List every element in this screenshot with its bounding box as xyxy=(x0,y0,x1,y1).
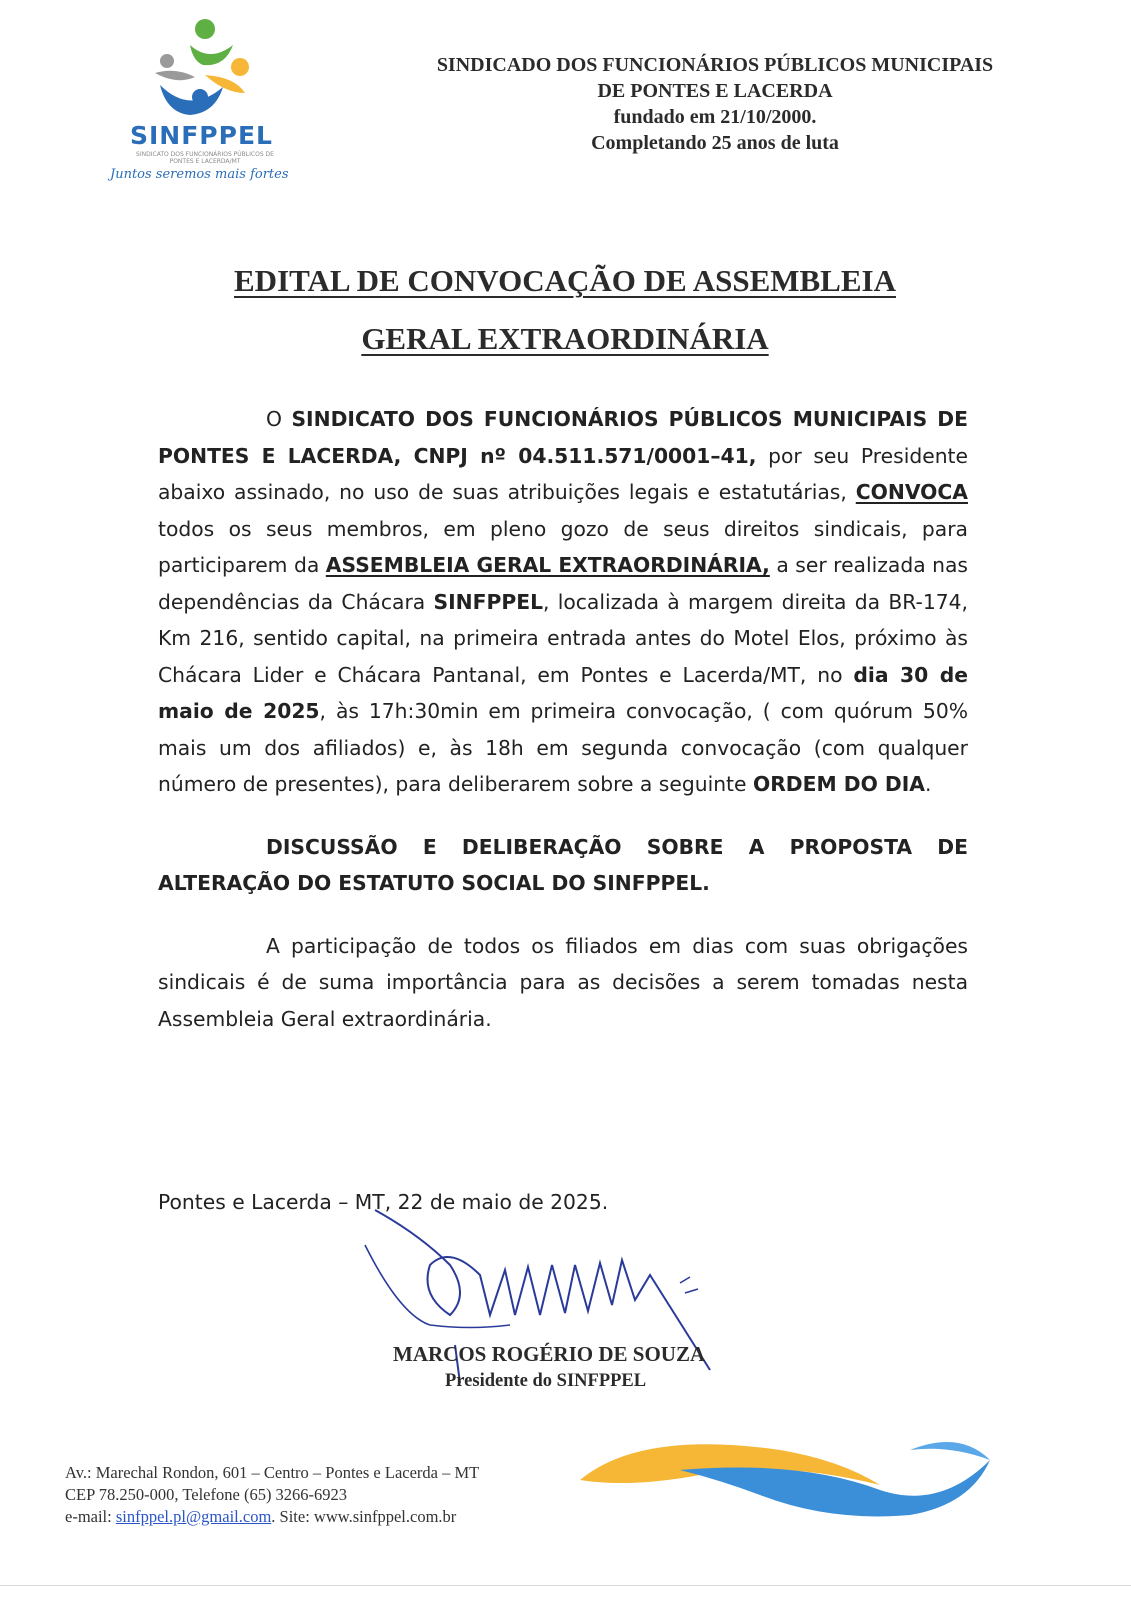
letterhead-line-4: Completando 25 anos de luta xyxy=(591,132,839,154)
signatory-name: MARCOS ROGÉRIO DE SOUZA xyxy=(393,1342,706,1366)
meeting-date: dia 30 de maio de 2025 xyxy=(158,662,968,723)
footer-contact xyxy=(65,1462,479,1528)
text-span: O xyxy=(266,407,292,431)
agenda-item: DISCUSSÃO E DELIBERAÇÃO SOBRE A PROPOSTA DE ALTERAÇÃO DO ESTATUTO SOCIAL DO SINFPPEL. xyxy=(158,834,968,895)
sinfppel-logo xyxy=(105,15,305,190)
signatory-role: Presidente do SINFPPEL xyxy=(445,1371,647,1391)
footer-email-site xyxy=(65,1506,479,1528)
letterhead-line-3: fundado em 21/10/2000. xyxy=(613,106,817,128)
text-span: . xyxy=(924,772,932,796)
union-name-cnpj: SINDICATO DOS FUNCIONÁRIOS PÚBLICOS MUNICIPAIS DE PONTES E LACERDA, CNPJ nº 04.511.571/0001–41, xyxy=(158,407,968,468)
letterhead-line-1: SINDICADO DOS FUNCIONÁRIOS PÚBLICOS MUNICIPAIS xyxy=(436,54,994,76)
footer-cep-phone: CEP 78.250-000, Telefone (65) 3266-6923 xyxy=(65,1485,348,1504)
text-span: a ser realizada nas dependências da Chácara xyxy=(158,553,968,614)
letterhead xyxy=(390,52,1040,156)
site-text: . Site: www.sinfppel.com.br xyxy=(271,1507,457,1526)
text-span: , às 17h:30min em primeira convocação, ( com quórum 50% mais um dos afiliados) e, às 18h em segunda convocação (com qualquer número de presentes), para deliberarem sobre a seguinte xyxy=(158,699,968,796)
paragraph-convocation xyxy=(158,401,968,803)
logo-name: SINFPPEL xyxy=(130,121,273,150)
convoca-keyword: CONVOCA xyxy=(855,480,968,504)
paragraph-agenda xyxy=(158,829,968,902)
document-body xyxy=(158,401,968,1037)
logo-figures-icon xyxy=(145,15,265,125)
logo-subtitle: SINDICATO DOS FUNCIONÁRIOS PÚBLICOS DE PONTES E LACERDA/MT xyxy=(136,151,274,165)
letterhead-line-2: DE PONTES E LACERDA xyxy=(597,80,833,102)
footer-swoosh-graphic xyxy=(580,1430,1000,1520)
date-line: Pontes e Lacerda – MT, 22 de maio de 2025. xyxy=(158,1190,609,1214)
agenda-keyword: ORDEM DO DIA xyxy=(752,772,925,796)
paragraph-importance: A participação de todos os filiados em dias com suas obrigações sindicais é de suma importância para as decisões a serem tomadas nesta Assembleia Geral extraordinária. xyxy=(158,933,968,1031)
title-line-2: GERAL EXTRAORDINÁRIA xyxy=(361,321,769,356)
title-line-1: EDITAL DE CONVOCAÇÃO DE ASSEMBLEIA xyxy=(234,263,896,298)
footer-address: Av.: Marechal Rondon, 601 – Centro – Pontes e Lacerda – MT xyxy=(65,1463,480,1482)
page-bottom-rule xyxy=(0,1585,1131,1586)
venue-name: SINFPPEL xyxy=(433,589,543,614)
email-label: e-mail: xyxy=(65,1507,116,1526)
document-title xyxy=(120,252,1010,368)
email-link[interactable]: sinfppel.pl@gmail.com xyxy=(115,1507,272,1526)
assembly-name: ASSEMBLEIA GERAL EXTRAORDINÁRIA, xyxy=(325,553,770,577)
text-span: por seu Presidente abaixo assinado, no uso de suas atribuições legais e estatutárias, xyxy=(158,443,968,504)
text-span: , localizada à margem direita da BR-174, Km 216, sentido capital, na primeira entrada antes do Motel Elos, próximo às Chácara Lider e Chácara Pantanal, em Pontes e Lacerda/MT, no xyxy=(158,589,968,687)
logo-slogan: Juntos seremos mais fortes xyxy=(110,167,289,182)
text-span: todos os seus membros, em pleno gozo de seus direitos sindicais, para participarem da xyxy=(158,516,968,577)
